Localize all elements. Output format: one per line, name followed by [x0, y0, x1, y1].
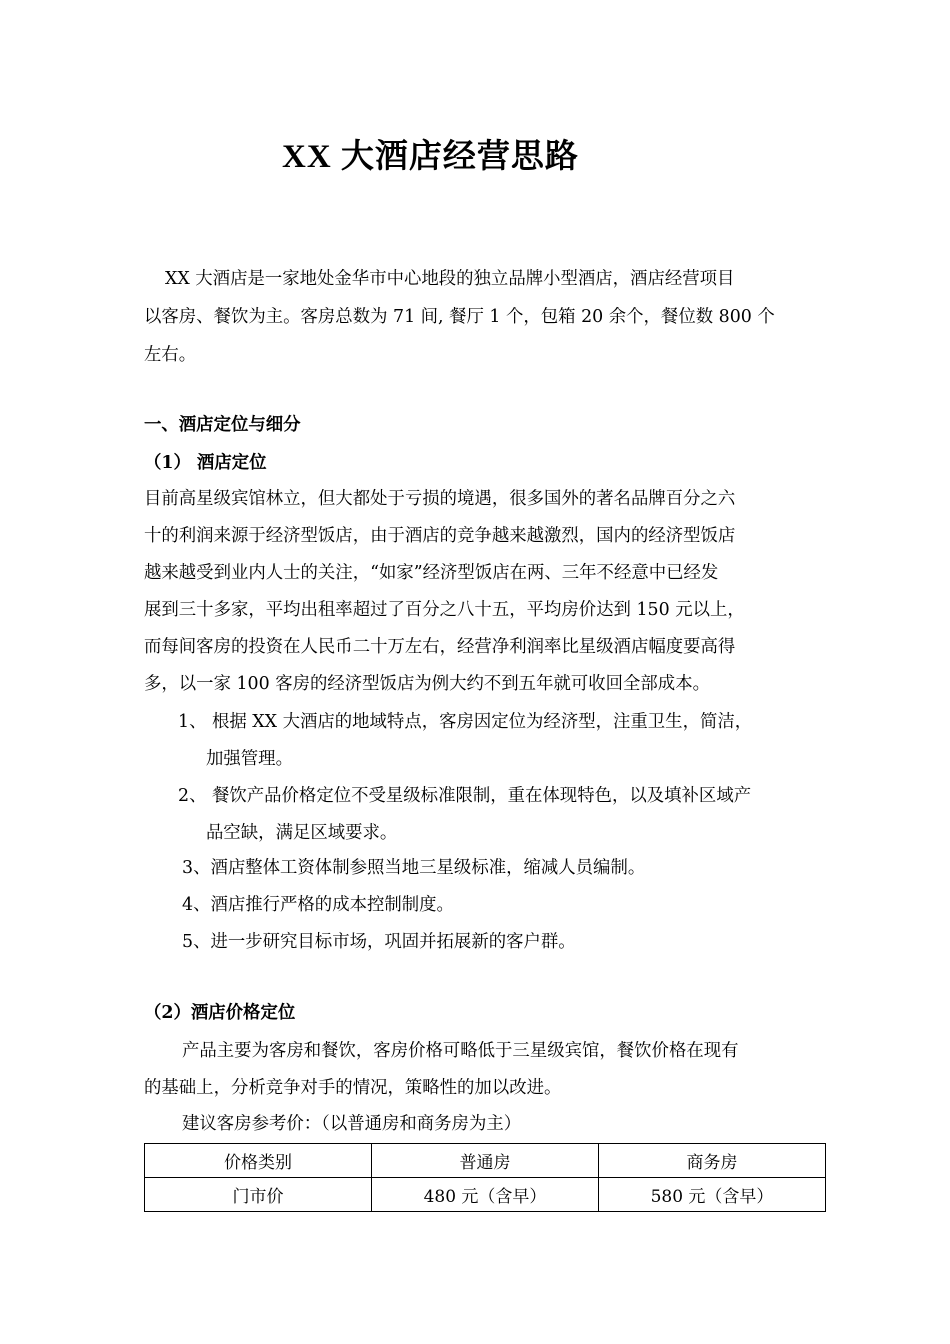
intro-line: XX 大酒店是一家地处金华市中心地段的独立品牌小型酒店，酒店经营项目 — [165, 269, 735, 289]
table-header-cell: 商务房 — [599, 1144, 826, 1178]
paragraph-line: 目前高星级宾馆林立，但大都处于亏损的境遇，很多国外的著名品牌百分之六 — [144, 489, 736, 509]
paragraph-line: 的基础上，分析竞争对手的情况，策略性的加以改进。 — [144, 1078, 562, 1098]
table-row — [145, 1178, 826, 1212]
subsection-heading: （2）酒店价格定位 — [144, 1003, 296, 1023]
list-item: 2、 餐饮产品价格定位不受星级标准限制，重在体现特色，以及填补区域产 — [178, 786, 752, 806]
table-header-cell: 价格类别 — [145, 1144, 372, 1178]
paragraph-line: 而每间客房的投资在人民币二十万左右，经营净利润率比星级酒店幅度要高得 — [144, 637, 736, 657]
table-header-row — [145, 1144, 826, 1178]
section-heading: 一、酒店定位与细分 — [144, 415, 301, 435]
table-header-cell: 普通房 — [372, 1144, 599, 1178]
table-cell: 480 元（含早） — [372, 1178, 599, 1212]
table-cell: 580 元（含早） — [599, 1178, 826, 1212]
list-item-continuation: 品空缺，满足区域要求。 — [206, 823, 398, 843]
subsection-heading: （1） 酒店定位 — [144, 453, 267, 473]
paragraph-line: 多，以一家 100 客房的经济型饭店为例大约不到五年就可收回全部成本。 — [144, 674, 710, 694]
paragraph-line: 展到三十多家，平均出租率超过了百分之八十五，平均房价达到 150 元以上， — [144, 600, 745, 620]
paragraph-line: 越来越受到业内人士的关注，“如家”经济型饭店在两、三年不经意中已经发 — [144, 563, 719, 583]
list-item: 1、 根据 XX 大酒店的地域特点，客房因定位为经济型，注重卫生，简洁， — [178, 712, 753, 732]
list-item: 5、进一步研究目标市场，巩固并拓展新的客户群。 — [182, 932, 576, 952]
price-table — [144, 1143, 826, 1212]
list-item: 4、酒店推行严格的成本控制制度。 — [182, 895, 454, 915]
list-item-continuation: 加强管理。 — [206, 749, 293, 769]
paragraph-line: 建议客房参考价：（以普通房和商务房为主） — [182, 1114, 522, 1134]
paragraph-line: 十的利润来源于经济型饭店，由于酒店的竞争越来越激烈，国内的经济型饭店 — [144, 526, 736, 546]
table-cell: 门市价 — [145, 1178, 372, 1212]
intro-line: 左右。 — [144, 345, 197, 365]
paragraph-line: 产品主要为客房和餐饮，客房价格可略低于三星级宾馆，餐饮价格在现有 — [182, 1041, 739, 1061]
page-title: XX 大酒店经营思路 — [282, 139, 579, 175]
list-item: 3、酒店整体工资体制参照当地三星级标准，缩减人员编制。 — [182, 858, 646, 878]
intro-line: 以客房、餐饮为主。客房总数为 71 间, 餐厅 1 个，包箱 20 余个，餐位数 800 个 — [144, 307, 775, 327]
